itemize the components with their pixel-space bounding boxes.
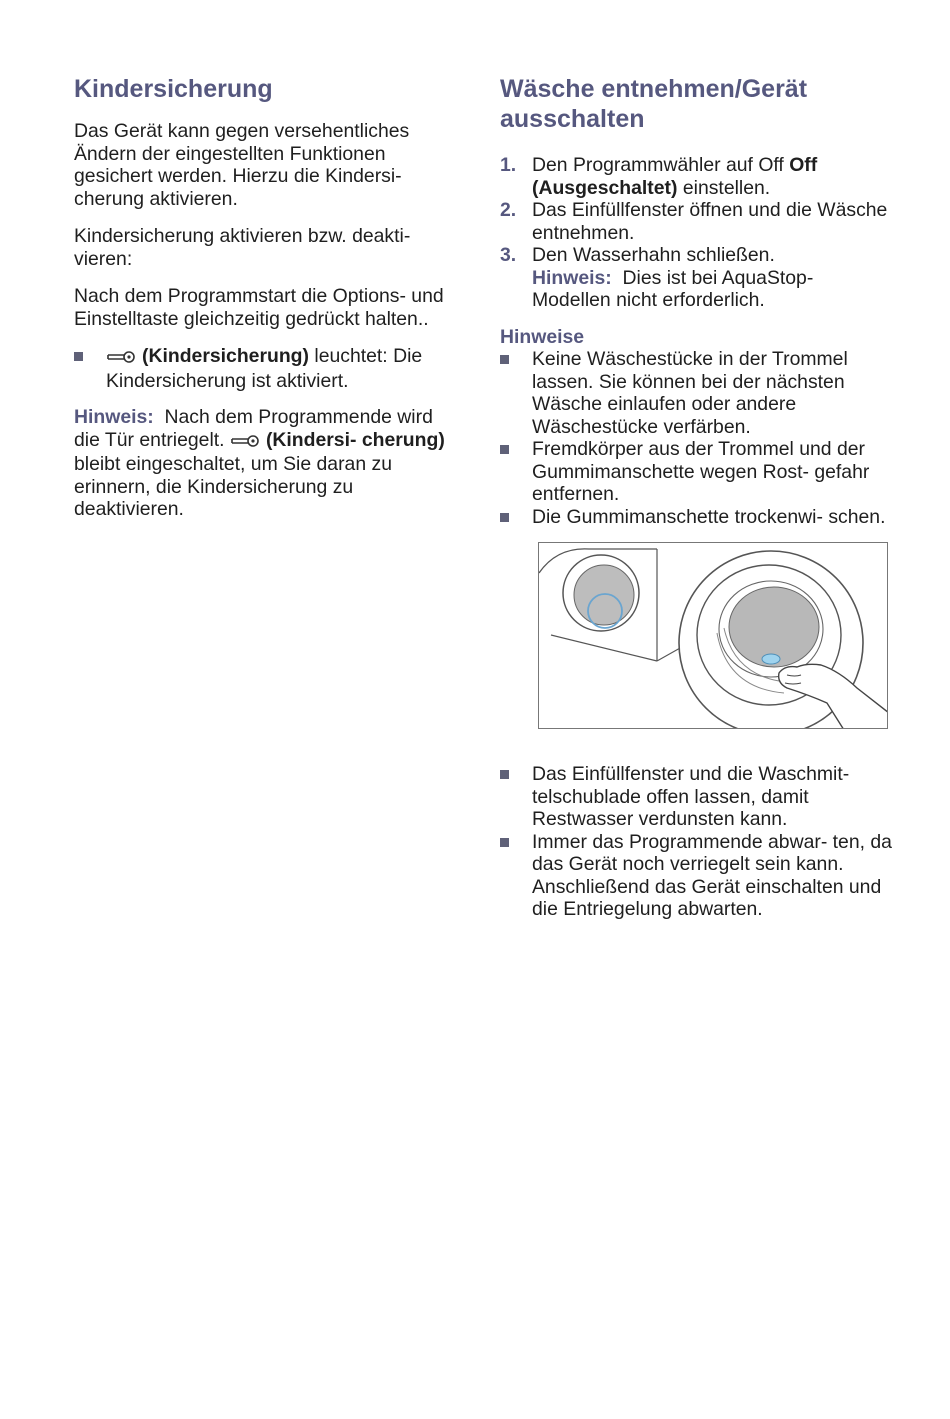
bullet-square [74, 352, 83, 361]
kindersicherung-bold: (Kindersicherung) [142, 345, 309, 367]
step-number: 2. [500, 199, 517, 221]
heading-waesche: Wäsche entnehmen/Gerät ausschalten [500, 75, 808, 133]
step-text: Das Einfüllfenster öffnen und die Wäsche entnehmen. [532, 199, 888, 244]
bullet-square [500, 770, 509, 779]
list-item-text: Die Gummimanschette trockenwi- schen. [532, 505, 886, 528]
paragraph-instruction: Nach dem Programmstart die Options- und Einstelltaste gleichzeitig gedrückt halten.. [74, 285, 444, 330]
bullet-square [500, 838, 509, 847]
right-column [500, 74, 895, 921]
steps-list [500, 154, 895, 312]
step-number: 1. [500, 154, 517, 176]
note-text-1: Nach dem Programmende wird die Tür entriegelt. [74, 406, 433, 451]
note-paragraph [74, 406, 459, 521]
bullet-text: leuchtet: Die Kindersicherung ist aktiviert. [106, 345, 423, 392]
washer-drum-illustration [539, 543, 888, 729]
bullet-square [500, 445, 509, 454]
step-note-label: Hinweis: [532, 266, 612, 289]
list-item-text: Keine Wäschestücke in der Trommel lassen. Sie können bei der nächsten Wäsche einlaufen oder andere Wäschestücke verfärben. [532, 348, 848, 438]
note-text-2: bleibt eingeschaltet, um Sie daran zu erinnern, die Kindersicherung zu deaktivieren. [74, 453, 392, 520]
bullet-square [500, 513, 509, 522]
step-bold: Off (Ausgeschaltet) [532, 154, 818, 199]
key-icon [106, 347, 136, 370]
hinweise-heading: Hinweise [500, 325, 585, 348]
list-item [500, 831, 895, 921]
list-item [500, 348, 895, 438]
left-column [74, 74, 459, 536]
step-item [500, 244, 895, 267]
step-item [500, 199, 895, 244]
step-note [500, 267, 895, 312]
list-item [500, 506, 895, 529]
key-icon [230, 431, 260, 454]
paragraph-activate: Kindersicherung aktivieren bzw. deakti- vieren: [74, 225, 411, 270]
step-text: Den Programmwähler auf Off [532, 154, 790, 176]
note-bold: (Kindersi- cherung) [265, 428, 445, 451]
list-item-text: Immer das Programmende abwar- ten, da das Gerät noch verriegelt sein kann. Anschließend das Gerät einschalten und die Entriegelung abwarten. [532, 830, 892, 920]
result-list [74, 345, 459, 392]
step-note-text: Dies ist bei AquaStop- Modellen nicht erforderlich. [532, 266, 814, 311]
illustration-door-seal [538, 542, 888, 729]
step-text: Den Wasserhahn schließen. [532, 244, 775, 266]
list-item [500, 763, 895, 831]
paragraph-intro: Das Gerät kann gegen versehentliches Ändern der eingestellten Funktionen gesichert werden. Hierzu die Kindersi- cherung aktivieren. [74, 120, 410, 210]
heading-kindersicherung: Kindersicherung [74, 75, 273, 103]
step-number: 3. [500, 244, 517, 266]
bullet-square [500, 355, 509, 364]
list-item-text: Das Einfüllfenster und die Waschmit- telschublade offen lassen, damit Restwasser verdunsten kann. [532, 763, 850, 830]
hinweise-list-continued [500, 763, 895, 921]
list-item-text: Fremdkörper aus der Trommel und der Gummimanschette wegen Rost- gefahr entfernen. [532, 438, 870, 505]
step-item [500, 154, 895, 199]
list-item [500, 438, 895, 506]
list-item [74, 345, 459, 392]
hinweise-list [500, 348, 895, 528]
note-label: Hinweis: [74, 406, 154, 428]
step-text: einstellen. [677, 176, 771, 199]
